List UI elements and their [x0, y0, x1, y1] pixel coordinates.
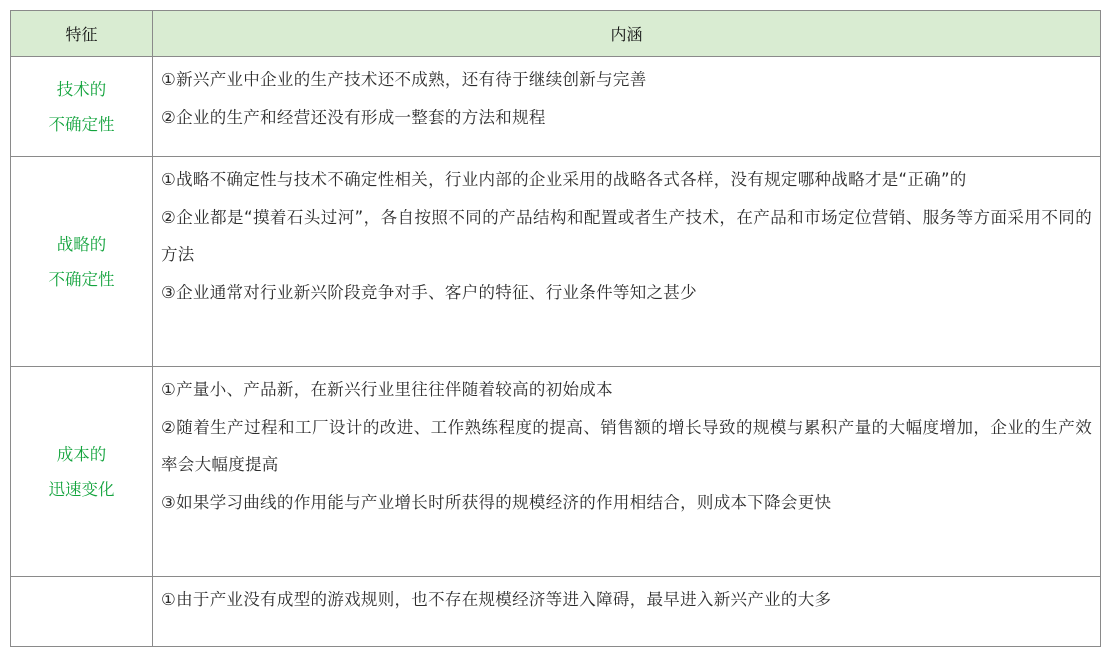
meaning-line: ③如果学习曲线的作用能与产业增长时所获得的规模经济的作用相结合，则成本下降会更快: [161, 492, 832, 512]
meaning-line: ②企业都是“摸着石头过河”，各自按照不同的产品结构和配置或者生产技术，在产品和市场定位营销、服务等方面采用不同的方法: [161, 207, 1092, 264]
table-row: [11, 367, 1101, 577]
feature-cell: [11, 367, 153, 577]
feature-label-line: 迅速变化: [48, 479, 115, 499]
meaning-cell: [153, 367, 1101, 577]
meaning-cell: [153, 577, 1101, 647]
meaning-line: ②随着生产过程和工厂设计的改进、工作熟练程度的提高、销售额的增长导致的规模与累积产量的大幅度增加，企业的生产效率会大幅度提高: [161, 417, 1092, 474]
header-feature: 特征: [11, 11, 153, 57]
feature-label-line: 成本的: [56, 444, 107, 464]
industry-features-table: [10, 10, 1101, 647]
meaning-line: ①战略不确定性与技术不确定性相关，行业内部的企业采用的战略各式各样，没有规定哪种战略才是“正确”的: [161, 170, 967, 189]
meaning-cell: [153, 57, 1101, 157]
feature-cell: [11, 577, 153, 647]
meaning-line: ②企业的生产和经营还没有形成一整套的方法和规程: [161, 107, 546, 127]
table-row: [11, 577, 1101, 647]
meaning-cell: [153, 157, 1101, 367]
feature-cell: [11, 57, 153, 157]
feature-label-line: 不确定性: [48, 114, 115, 134]
table-row: [11, 57, 1101, 157]
table-row: [11, 157, 1101, 367]
meaning-line: ①由于产业没有成型的游戏规则，也不存在规模经济等进入障碍，最早进入新兴产业的大多: [161, 590, 832, 609]
feature-cell: [11, 157, 153, 367]
feature-label-line: 战略的: [56, 234, 107, 254]
table-header-row: [11, 11, 1101, 57]
header-meaning: 内涵: [153, 11, 1101, 57]
feature-label-line: 不确定性: [48, 269, 115, 289]
meaning-line: ①新兴产业中企业的生产技术还不成熟，还有待于继续创新与完善: [161, 70, 647, 89]
meaning-line: ①产量小、产品新，在新兴行业里往往伴随着较高的初始成本: [161, 380, 613, 399]
feature-label-line: 技术的: [56, 79, 107, 99]
meaning-line: ③企业通常对行业新兴阶段竞争对手、客户的特征、行业条件等知之甚少: [161, 282, 697, 302]
